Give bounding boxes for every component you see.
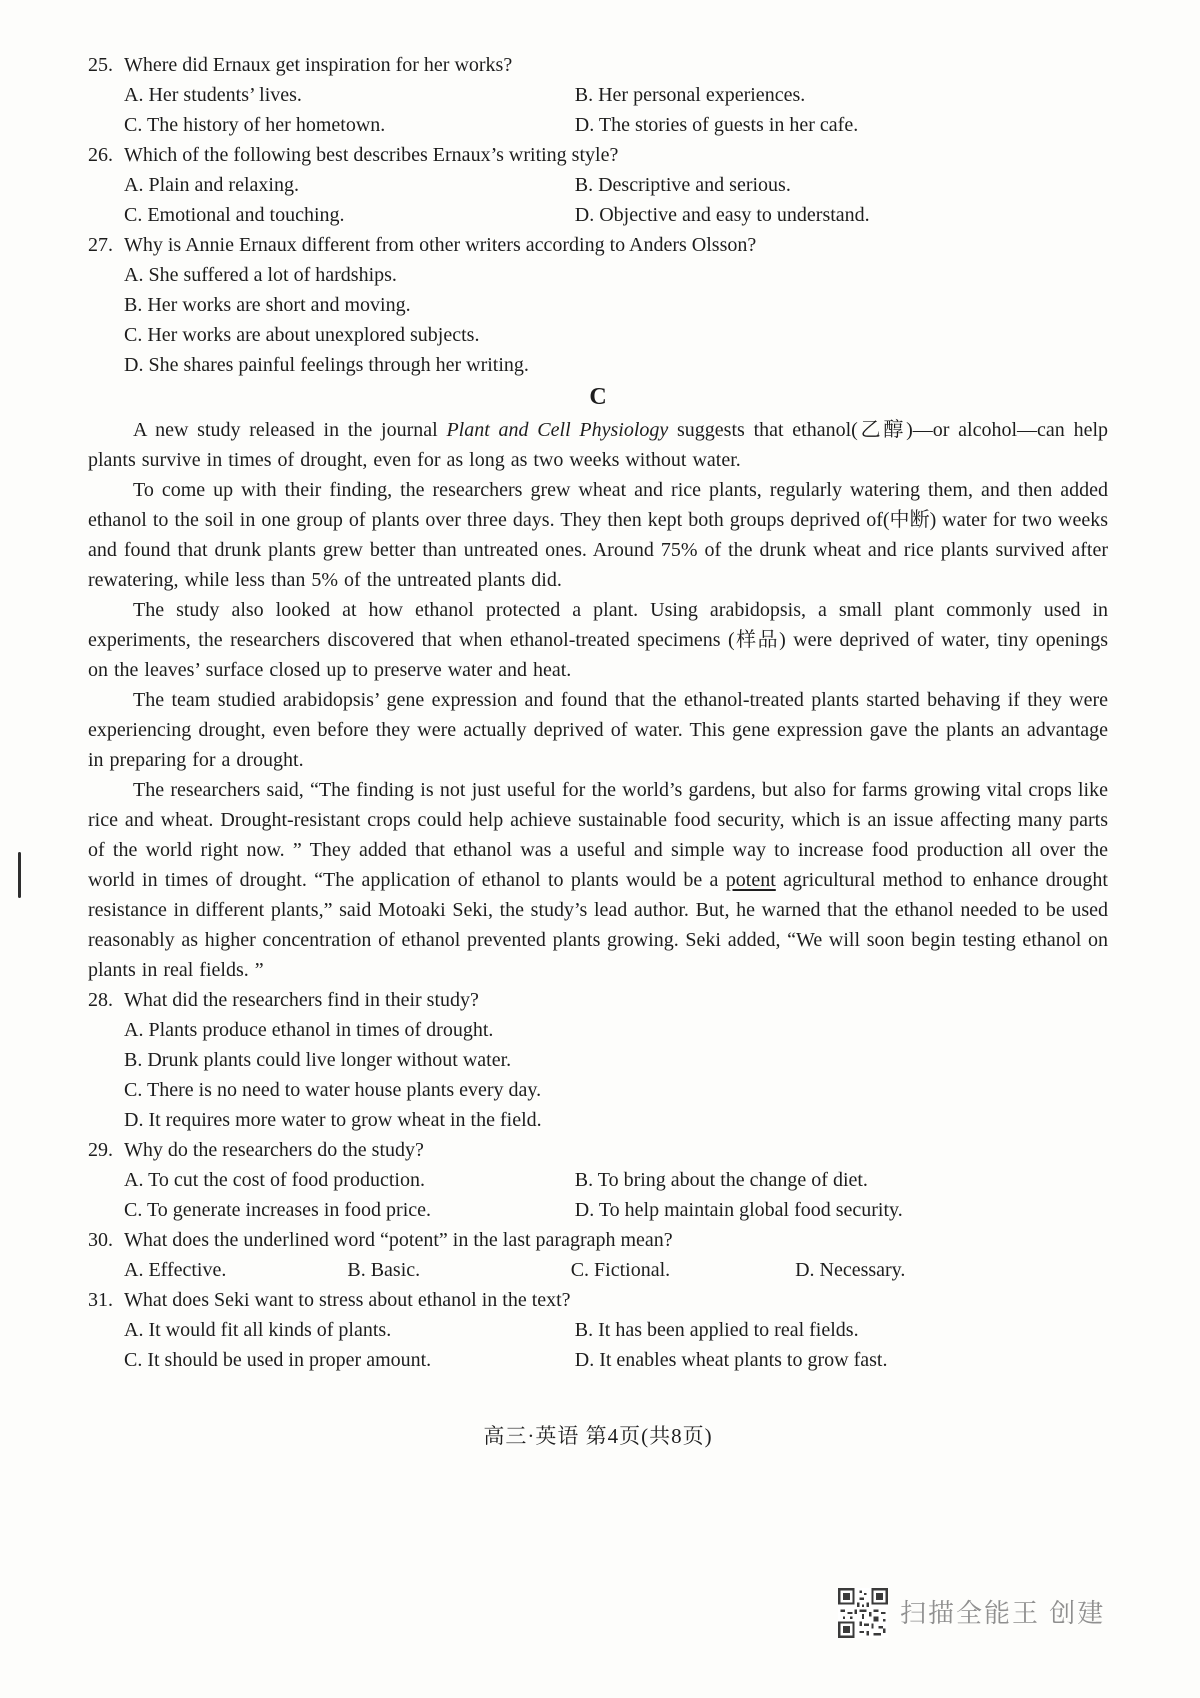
passage-paragraph-2: To come up with their finding, the researchers grew wheat and rice plants, regularly watering them, and then added ethanol to the soil in one group of plants over three days. They then kept both groups deprived of(中断) water for two weeks and found that drunk plants grew better than untreated ones. Around 75% of the drunk wheat and rice plants survived after rewatering, while less than 5% of the untreated plants did. (88, 479, 1108, 591)
option-d: D. She shares painful feelings through her writing. (124, 354, 529, 376)
question-26 (88, 140, 1108, 230)
option-a: A. Her students’ lives. (124, 84, 302, 106)
option-b: B. To bring about the change of diet. (574, 1169, 868, 1191)
option-c: C. To generate increases in food price. (124, 1199, 432, 1221)
question-number: 27. (88, 234, 113, 256)
option-c: C. Fictional. (570, 1259, 671, 1281)
option-d: D. To help maintain global food security. (574, 1199, 903, 1221)
option-a: A. To cut the cost of food production. (124, 1169, 425, 1191)
paragraph-text: suggests that ethanol(乙醇)—or alcohol—can help plants survive in times of drought, even for as long as two weeks without water. (88, 419, 1108, 471)
watermark-text: 扫描全能王 创建 (900, 1598, 1106, 1628)
option-list (88, 1165, 1108, 1225)
question-text: Why do the researchers do the study? (124, 1139, 424, 1161)
question-head (88, 140, 1108, 170)
option-list (88, 170, 1108, 230)
underlined-word-potent: potent (725, 869, 776, 891)
option-b: B. Her personal experiences. (574, 84, 806, 106)
option-a: A. It would fit all kinds of plants. (124, 1319, 392, 1341)
question-head (88, 230, 1108, 260)
qr-code-icon (838, 1588, 888, 1638)
paragraph-text: A new study released in the journal (133, 419, 447, 441)
question-head (88, 1285, 1108, 1315)
question-text: What did the researchers find in their study? (124, 989, 479, 1011)
question-head (88, 1135, 1108, 1165)
paragraph-text: agricultural method to enhance drought resistance in different plants,” said Motoaki Seki, the study’s lead author. But, he warned that the ethanol needed to be used reasonably as higher concentration of ethanol prevented plants growing. Seki added, “We will soon begin testing ethanol on plants in real fields. ” (88, 869, 1108, 981)
option-b: B. Her works are short and moving. (124, 294, 411, 316)
option-b: B. Basic. (347, 1259, 421, 1281)
question-number: 25. (88, 54, 113, 76)
journal-name: Plant and Cell Physiology (446, 419, 669, 441)
passage-paragraph-1 (88, 415, 1108, 475)
section-heading-c: C (589, 384, 607, 410)
paragraph-text: The researchers said, “The finding is not just useful for the world’s gardens, but also for farms growing vital crops like rice and wheat. Drought-resistant crops could help achieve sustainable food security, which is an issue affecting many parts of the world right now. ” They added that ethanol was a useful and simple way to increase food production all over the world in times of drought. “The application of ethanol to plants would be a (88, 779, 1108, 891)
passage-paragraph-5 (88, 775, 1108, 985)
option-d: D. The stories of guests in her cafe. (574, 114, 859, 136)
question-head (88, 1225, 1108, 1255)
page-footer: 高三·英语 第4页(共8页) (483, 1424, 713, 1448)
question-text: Where did Ernaux get inspiration for her works? (124, 54, 513, 76)
question-29 (88, 1135, 1108, 1225)
option-d: D. Objective and easy to understand. (574, 204, 870, 226)
question-text: What does the underlined word “potent” in the last paragraph mean? (124, 1229, 673, 1251)
passage-paragraph-4: The team studied arabidopsis’ gene expression and found that the ethanol-treated plants started behaving if they were experiencing drought, even before they were actually deprived of water. This gene expression gave the plants an advantage in preparing for a drought. (88, 689, 1108, 771)
question-31 (88, 1285, 1108, 1375)
option-a: A. Plain and relaxing. (124, 174, 299, 196)
option-list (88, 1015, 1108, 1135)
option-c: C. There is no need to water house plants every day. (124, 1079, 542, 1101)
question-number: 29. (88, 1139, 113, 1161)
scanner-watermark (838, 1588, 1105, 1638)
option-c: C. The history of her hometown. (124, 114, 386, 136)
option-list (88, 80, 1108, 140)
question-28 (88, 985, 1108, 1135)
question-text: What does Seki want to stress about ethanol in the text? (124, 1289, 571, 1311)
option-c: C. It should be used in proper amount. (124, 1349, 432, 1371)
passage-paragraph-3: The study also looked at how ethanol protected a plant. Using arabidopsis, a small plant commonly used in experiments, the researchers discovered that when ethanol-treated specimens (样品) were deprived of water, tiny openings on the leaves’ surface closed up to preserve water and heat. (88, 599, 1108, 681)
option-d: D. Necessary. (795, 1259, 906, 1281)
question-number: 26. (88, 144, 113, 166)
option-b: B. Drunk plants could live longer without water. (124, 1049, 512, 1071)
option-d: D. It requires more water to grow wheat in the field. (124, 1109, 542, 1131)
question-25 (88, 50, 1108, 140)
question-number: 28. (88, 989, 113, 1011)
option-list (88, 260, 1108, 380)
option-c: C. Emotional and touching. (124, 204, 345, 226)
option-b: B. Descriptive and serious. (574, 174, 791, 196)
option-d: D. It enables wheat plants to grow fast. (574, 1349, 888, 1371)
option-list (88, 1255, 1108, 1285)
question-30 (88, 1225, 1108, 1285)
question-text: Why is Annie Ernaux different from other writers according to Anders Olsson? (124, 234, 757, 256)
option-a: A. Plants produce ethanol in times of drought. (124, 1019, 494, 1041)
question-head (88, 985, 1108, 1015)
option-list (88, 1315, 1108, 1375)
question-number: 30. (88, 1229, 113, 1251)
question-head (88, 50, 1108, 80)
question-text: Which of the following best describes Ernaux’s writing style? (124, 144, 619, 166)
option-a: A. Effective. (124, 1259, 227, 1281)
option-c: C. Her works are about unexplored subjects. (124, 324, 480, 346)
scan-artifact (18, 852, 21, 898)
option-b: B. It has been applied to real fields. (574, 1319, 859, 1341)
question-number: 31. (88, 1289, 113, 1311)
question-27 (88, 230, 1108, 380)
option-a: A. She suffered a lot of hardships. (124, 264, 397, 286)
